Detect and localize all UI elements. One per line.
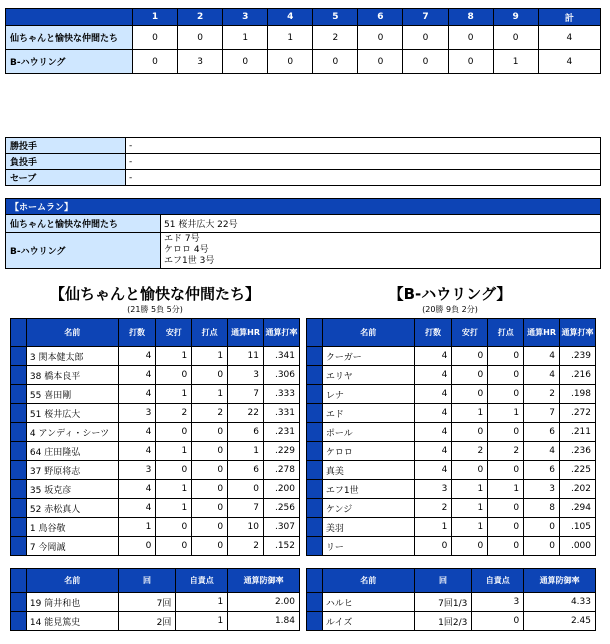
side-bar — [11, 385, 27, 404]
batter-stat: 7 — [524, 404, 560, 423]
pitcher-stat: 1 — [176, 593, 228, 612]
batting-column-header: 通算打率 — [560, 319, 596, 347]
inning-score: 0 — [268, 50, 313, 74]
batter-stat: 2 — [488, 442, 524, 461]
batter-row — [11, 347, 300, 366]
batter-stat: 3 — [118, 404, 156, 423]
side-bar — [11, 404, 27, 423]
batter-row — [307, 347, 596, 366]
batter-name: ケンジ — [322, 499, 414, 518]
batter-row — [11, 480, 300, 499]
batter-stat: 4 — [524, 366, 560, 385]
batter-stat: 2 — [414, 499, 452, 518]
team-right-record: (20勝 9負 2分) — [422, 305, 478, 314]
batting-header-row — [11, 319, 300, 347]
inning-score: 0 — [448, 26, 493, 50]
side-bar — [11, 480, 27, 499]
inning-header: 8 — [448, 9, 493, 26]
batter-stat: 1 — [118, 518, 156, 537]
batter-stat: 0 — [488, 347, 524, 366]
pitching-column-header: 通算防御率 — [524, 569, 596, 593]
batter-stat: 1 — [228, 442, 264, 461]
batter-stat: 0 — [192, 480, 228, 499]
pitchers-record-table — [5, 137, 601, 186]
side-bar — [307, 366, 323, 385]
homerun-row — [6, 215, 601, 233]
homerun-table — [5, 198, 601, 269]
batter-stat: .105 — [560, 518, 596, 537]
batter-stat: .198 — [560, 385, 596, 404]
batter-stat: 0 — [192, 423, 228, 442]
batter-stat: 4 — [414, 423, 452, 442]
batter-stat: 0 — [192, 366, 228, 385]
batter-stat: 4 — [414, 404, 452, 423]
pitcher-stat: 3 — [472, 593, 524, 612]
side-bar — [307, 423, 323, 442]
inning-score: 0 — [358, 26, 403, 50]
inning-score: 0 — [403, 50, 448, 74]
side-bar — [307, 518, 323, 537]
batter-stat: 4 — [524, 442, 560, 461]
side-bar — [307, 537, 323, 556]
homerun-header: 【ホームラン】 — [6, 199, 601, 215]
side-bar — [11, 569, 27, 593]
inning-score: 0 — [133, 50, 178, 74]
batter-stat: 1 — [488, 480, 524, 499]
homerun-team: B-ハウリング — [6, 233, 161, 269]
batter-row — [11, 385, 300, 404]
batter-stat: .231 — [264, 423, 300, 442]
batter-stat: 1 — [414, 518, 452, 537]
batter-stat: .000 — [560, 537, 596, 556]
batter-stat: 1 — [156, 385, 192, 404]
inning-score: 0 — [358, 50, 403, 74]
batter-stat: .202 — [560, 480, 596, 499]
side-bar — [11, 423, 27, 442]
batter-name: 7 今岡誠 — [26, 537, 118, 556]
batter-name: リー — [322, 537, 414, 556]
side-bar — [307, 480, 323, 499]
batter-stat: 4 — [524, 347, 560, 366]
batter-name: 4 アンディ・シーツ — [26, 423, 118, 442]
pitching-column-header: 回 — [118, 569, 176, 593]
batting-column-header: 通算HR — [228, 319, 264, 347]
batter-row — [11, 461, 300, 480]
pitcher-stat: 2.45 — [524, 612, 596, 631]
batter-stat: 0 — [488, 499, 524, 518]
batter-name: レナ — [322, 385, 414, 404]
right-pitching-table — [306, 568, 596, 631]
pitching-column-header: 回 — [414, 569, 472, 593]
batter-stat: 1 — [156, 347, 192, 366]
total-score: 4 — [538, 50, 600, 74]
pitcher-row — [11, 593, 300, 612]
batter-row — [307, 404, 596, 423]
batter-stat: 0 — [156, 518, 192, 537]
total-header: 計 — [538, 9, 600, 26]
batter-stat: 11 — [228, 347, 264, 366]
batter-stat: 6 — [524, 461, 560, 480]
batting-column-header: 名前 — [322, 319, 414, 347]
batter-stat: 0 — [156, 366, 192, 385]
scoreboard-corner — [6, 9, 133, 26]
scoreboard-header-row — [6, 9, 601, 26]
side-bar — [11, 499, 27, 518]
batting-column-header: 打数 — [414, 319, 452, 347]
batter-stat: 0 — [488, 366, 524, 385]
inning-header: 7 — [403, 9, 448, 26]
side-bar — [307, 319, 323, 347]
batter-name: エド — [322, 404, 414, 423]
side-bar — [307, 593, 323, 612]
batter-stat: 4 — [414, 385, 452, 404]
win-pitcher-label: 勝投手 — [6, 138, 126, 154]
side-bar — [11, 612, 27, 631]
team-name: B-ハウリング — [6, 50, 133, 74]
loss-pitcher-value: - — [126, 154, 601, 170]
pitcher-stat: 2回 — [118, 612, 176, 631]
batter-stat: 0 — [228, 480, 264, 499]
scoreboard-row — [6, 50, 601, 74]
batter-stat: 0 — [192, 499, 228, 518]
batter-stat: .236 — [560, 442, 596, 461]
batter-stat: 4 — [118, 347, 156, 366]
batter-stat: .307 — [264, 518, 300, 537]
batter-stat: 2 — [524, 385, 560, 404]
side-bar — [307, 569, 323, 593]
batter-stat: .294 — [560, 499, 596, 518]
right-batting-table — [306, 318, 596, 556]
inning-score: 1 — [493, 50, 538, 74]
batting-column-header: 通算打率 — [264, 319, 300, 347]
side-bar — [11, 319, 27, 347]
batter-stat: 0 — [452, 537, 488, 556]
batter-stat: .225 — [560, 461, 596, 480]
side-bar — [11, 366, 27, 385]
homerun-line: ケロロ 4号 — [164, 245, 209, 255]
batter-row — [11, 404, 300, 423]
batter-stat: 1 — [452, 480, 488, 499]
save-pitcher-value: - — [126, 170, 601, 186]
batter-stat: 0 — [118, 537, 156, 556]
batter-row — [11, 442, 300, 461]
batter-stat: .341 — [264, 347, 300, 366]
batting-column-header: 打点 — [192, 319, 228, 347]
batter-stat: 0 — [524, 537, 560, 556]
batter-stat: 3 — [414, 480, 452, 499]
pitcher-row — [307, 612, 596, 631]
pitcher-record-row — [6, 170, 601, 186]
batter-stat: 0 — [452, 423, 488, 442]
homerun-team: 仙ちゃんと愉快な仲間たち — [6, 215, 161, 233]
batter-stat: 3 — [524, 480, 560, 499]
side-bar — [11, 593, 27, 612]
batter-stat: .216 — [560, 366, 596, 385]
pitcher-stat: 7回1/3 — [414, 593, 472, 612]
inning-score: 0 — [178, 26, 223, 50]
side-bar — [307, 499, 323, 518]
inning-score: 1 — [223, 26, 268, 50]
batter-stat: 0 — [452, 461, 488, 480]
batter-stat: 4 — [118, 366, 156, 385]
batter-name: クーガー — [322, 347, 414, 366]
batter-stat: .278 — [264, 461, 300, 480]
batter-row — [11, 366, 300, 385]
batter-stat: 4 — [414, 366, 452, 385]
pitching-column-header: 通算防御率 — [228, 569, 300, 593]
batter-name: 1 鳥谷敬 — [26, 518, 118, 537]
batter-name: 37 野原将志 — [26, 461, 118, 480]
batter-name: 52 赤松真人 — [26, 499, 118, 518]
loss-pitcher-label: 負投手 — [6, 154, 126, 170]
batter-row — [307, 366, 596, 385]
batter-stat: 4 — [118, 442, 156, 461]
homerun-lines — [161, 233, 601, 269]
batter-name: 51 桜井広大 — [26, 404, 118, 423]
inning-score: 1 — [268, 26, 313, 50]
batter-stat: 10 — [228, 518, 264, 537]
batter-name: 55 喜田剛 — [26, 385, 118, 404]
win-pitcher-value: - — [126, 138, 601, 154]
scoreboard-row — [6, 26, 601, 50]
batter-row — [11, 518, 300, 537]
pitching-column-header: 自責点 — [176, 569, 228, 593]
batter-stat: 0 — [488, 461, 524, 480]
batter-stat: 4 — [414, 461, 452, 480]
batter-stat: 0 — [452, 385, 488, 404]
side-bar — [307, 612, 323, 631]
inning-header: 4 — [268, 9, 313, 26]
batter-stat: 0 — [452, 366, 488, 385]
batter-stat: 1 — [452, 499, 488, 518]
batter-stat: .333 — [264, 385, 300, 404]
batter-stat: 0 — [488, 385, 524, 404]
homerun-line: 51 桜井広大 22号 — [161, 215, 601, 233]
batter-stat: 0 — [156, 461, 192, 480]
batter-stat: 0 — [452, 347, 488, 366]
batting-column-header: 名前 — [26, 319, 118, 347]
side-bar — [307, 347, 323, 366]
batter-stat: 0 — [414, 537, 452, 556]
batter-row — [11, 423, 300, 442]
pitcher-name: 14 能見篤史 — [26, 612, 118, 631]
homerun-row — [6, 233, 601, 269]
pitcher-stat: 1 — [176, 612, 228, 631]
inning-header: 6 — [358, 9, 403, 26]
pitcher-row — [11, 612, 300, 631]
batter-stat: 1 — [192, 385, 228, 404]
batter-row — [11, 537, 300, 556]
pitcher-stat: 7回 — [118, 593, 176, 612]
inning-score: 0 — [403, 26, 448, 50]
side-bar — [307, 404, 323, 423]
batter-stat: 0 — [488, 518, 524, 537]
pitcher-name: 19 筒井和也 — [26, 593, 118, 612]
batting-column-header: 安打 — [156, 319, 192, 347]
batting-column-header: 打点 — [488, 319, 524, 347]
batter-name: 美羽 — [322, 518, 414, 537]
batter-stat: 7 — [228, 499, 264, 518]
batter-stat: 0 — [156, 423, 192, 442]
homerun-line: エフ1世 3号 — [164, 256, 215, 266]
batter-stat: 0 — [488, 423, 524, 442]
pitcher-name: ハルヒ — [322, 593, 414, 612]
inning-score: 3 — [178, 50, 223, 74]
batter-stat: 0 — [192, 537, 228, 556]
batter-stat: 4 — [414, 442, 452, 461]
pitching-column-header: 名前 — [26, 569, 118, 593]
pitcher-stat: 2.00 — [228, 593, 300, 612]
homerun-header-row — [6, 199, 601, 215]
batter-stat: 4 — [118, 423, 156, 442]
batter-stat: 1 — [156, 480, 192, 499]
batter-stat: 0 — [524, 518, 560, 537]
pitcher-stat: 1回2/3 — [414, 612, 472, 631]
pitching-column-header: 名前 — [322, 569, 414, 593]
batter-stat: 0 — [488, 537, 524, 556]
batter-name: 64 庄田隆弘 — [26, 442, 118, 461]
batter-stat: 0 — [156, 537, 192, 556]
pitcher-stat: 1.84 — [228, 612, 300, 631]
team-left-title: 【仙ちゃんと愉快な仲間たち】 — [49, 285, 260, 303]
batter-name: エフ1世 — [322, 480, 414, 499]
batter-stat: 2 — [192, 404, 228, 423]
batter-row — [307, 537, 596, 556]
batter-stat: .239 — [560, 347, 596, 366]
pitcher-stat: 4.33 — [524, 593, 596, 612]
batter-row — [307, 461, 596, 480]
pitcher-record-row — [6, 138, 601, 154]
inning-header: 5 — [313, 9, 358, 26]
batter-stat: 1 — [452, 404, 488, 423]
batting-column-header: 打数 — [118, 319, 156, 347]
batter-stat: 1 — [452, 518, 488, 537]
batter-stat: 2 — [452, 442, 488, 461]
batter-stat: .256 — [264, 499, 300, 518]
batter-stat: 3 — [228, 366, 264, 385]
side-bar — [11, 347, 27, 366]
batter-name: 38 橋本良平 — [26, 366, 118, 385]
batter-stat: .152 — [264, 537, 300, 556]
inning-score: 0 — [313, 50, 358, 74]
batter-name: 真美 — [322, 461, 414, 480]
batter-stat: 1 — [156, 442, 192, 461]
batter-stat: 0 — [192, 461, 228, 480]
total-score: 4 — [538, 26, 600, 50]
batter-row — [307, 499, 596, 518]
batter-stat: 22 — [228, 404, 264, 423]
inning-header: 1 — [133, 9, 178, 26]
batting-column-header: 通算HR — [524, 319, 560, 347]
inning-score: 0 — [223, 50, 268, 74]
batter-stat: .229 — [264, 442, 300, 461]
pitching-column-header: 自責点 — [472, 569, 524, 593]
batter-stat: 2 — [228, 537, 264, 556]
batter-stat: 3 — [118, 461, 156, 480]
batter-name: ケロロ — [322, 442, 414, 461]
homerun-line: エド 7号 — [164, 234, 200, 244]
side-bar — [307, 385, 323, 404]
batting-header-row — [307, 319, 596, 347]
batter-name: エリヤ — [322, 366, 414, 385]
pitcher-name: ルイズ — [322, 612, 414, 631]
batter-stat: 6 — [524, 423, 560, 442]
side-bar — [11, 537, 27, 556]
batter-name: 35 坂克彦 — [26, 480, 118, 499]
side-bar — [11, 518, 27, 537]
inning-header: 2 — [178, 9, 223, 26]
team-left-record: (21勝 5負 5分) — [127, 305, 183, 314]
inning-score: 0 — [448, 50, 493, 74]
team-right-title: 【B-ハウリング】 — [388, 285, 512, 303]
pitcher-row — [307, 593, 596, 612]
batter-stat: .200 — [264, 480, 300, 499]
batter-stat: 6 — [228, 461, 264, 480]
pitching-header-row — [11, 569, 300, 593]
pitcher-record-row — [6, 154, 601, 170]
left-batting-table — [10, 318, 300, 556]
batter-stat: 0 — [192, 518, 228, 537]
inning-score: 0 — [133, 26, 178, 50]
inning-header: 3 — [223, 9, 268, 26]
batter-stat: 1 — [488, 404, 524, 423]
batter-stat: 4 — [118, 499, 156, 518]
pitching-header-row — [307, 569, 596, 593]
batter-row — [307, 480, 596, 499]
batter-stat: .272 — [560, 404, 596, 423]
scoreboard-table — [5, 8, 601, 74]
side-bar — [11, 461, 27, 480]
side-bar — [307, 442, 323, 461]
batter-stat: .211 — [560, 423, 596, 442]
batter-stat: 2 — [156, 404, 192, 423]
batter-stat: 0 — [192, 442, 228, 461]
inning-header: 9 — [493, 9, 538, 26]
side-bar — [11, 442, 27, 461]
batter-stat: 4 — [118, 480, 156, 499]
pitcher-stat: 0 — [472, 612, 524, 631]
batter-stat: 4 — [414, 347, 452, 366]
batter-row — [307, 518, 596, 537]
save-pitcher-label: セーブ — [6, 170, 126, 186]
batter-stat: 1 — [192, 347, 228, 366]
inning-score: 2 — [313, 26, 358, 50]
batter-stat: .331 — [264, 404, 300, 423]
batter-stat: .306 — [264, 366, 300, 385]
batter-row — [307, 423, 596, 442]
batter-stat: 8 — [524, 499, 560, 518]
batter-row — [307, 385, 596, 404]
batter-stat: 6 — [228, 423, 264, 442]
batter-row — [307, 442, 596, 461]
left-pitching-table — [10, 568, 300, 631]
batter-row — [11, 499, 300, 518]
batter-stat: 4 — [118, 385, 156, 404]
batter-name: ポール — [322, 423, 414, 442]
batter-name: 3 関本健太郎 — [26, 347, 118, 366]
side-bar — [307, 461, 323, 480]
batter-stat: 1 — [156, 499, 192, 518]
batting-column-header: 安打 — [452, 319, 488, 347]
inning-score: 0 — [493, 26, 538, 50]
batter-stat: 7 — [228, 385, 264, 404]
team-name: 仙ちゃんと愉快な仲間たち — [6, 26, 133, 50]
